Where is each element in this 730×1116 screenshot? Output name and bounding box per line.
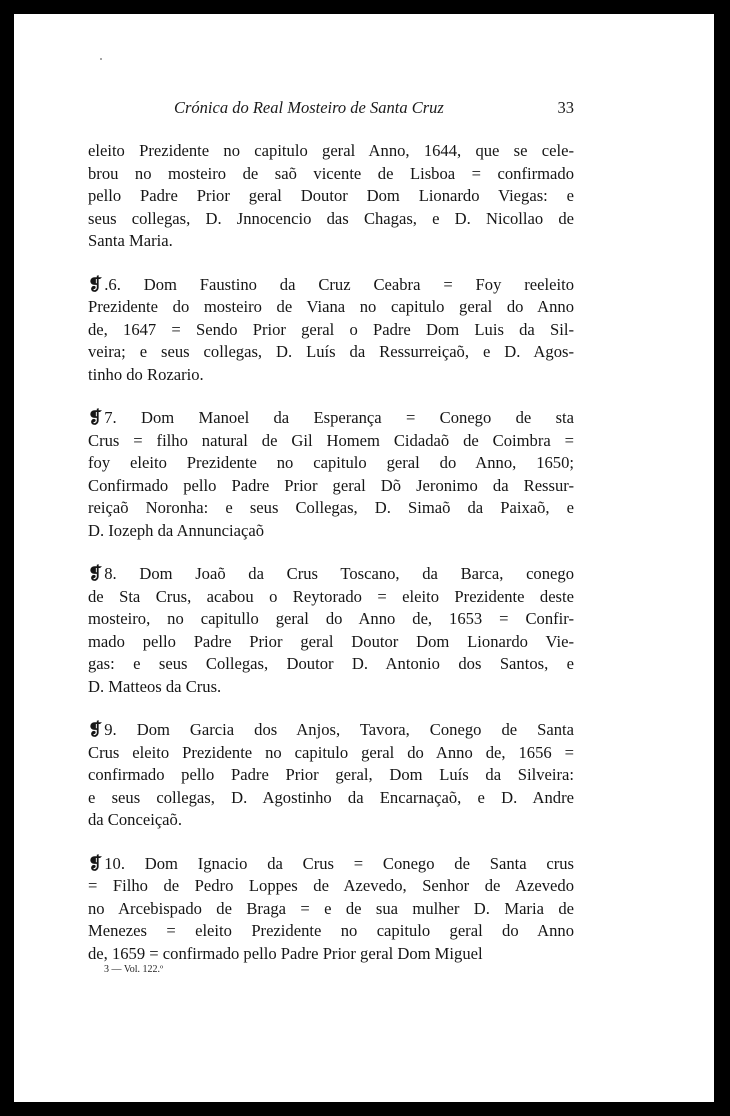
text-line xyxy=(88,920,574,943)
line-text: de, 1647 = Sendo Prior geral o Padre Dom Luis da Sil- xyxy=(88,319,574,339)
line-text: Prezidente do mosteiro de Viana no capitulo geral do Anno xyxy=(88,297,574,316)
line-text: no Arcebispado de Braga = e de sua mulher D. Maria de xyxy=(88,898,574,918)
text-line xyxy=(88,943,574,966)
line-text: e seus collegas, D. Agostinho da Encarnaçaõ, e D. Andre xyxy=(88,787,574,807)
text-line xyxy=(88,140,574,163)
signature-mark: 3 — Vol. 122.º xyxy=(104,964,164,975)
text-line xyxy=(88,274,574,297)
text-line xyxy=(88,586,574,609)
text-line xyxy=(88,452,574,475)
text-line xyxy=(88,185,574,208)
text-line xyxy=(88,653,574,676)
line-text: D. Iozeph da Annunciaçaõ xyxy=(88,520,265,540)
paragraph xyxy=(88,853,574,966)
line-text: mosteiro, no capitullo geral do Anno de, 1653 = Confir- xyxy=(88,609,574,628)
paragraph xyxy=(88,274,574,387)
text-line xyxy=(88,430,574,453)
paragraph-marker: ❡ xyxy=(88,408,103,428)
line-text: de, 1659 = confirmado pello Padre Prior geral Dom Miguel xyxy=(88,943,483,963)
document-page xyxy=(14,14,714,1102)
text-line xyxy=(88,497,574,520)
text-line xyxy=(88,676,574,699)
line-text: D. Matteos da Crus. xyxy=(88,676,222,696)
line-text: reiçaõ Noronha: e seus Collegas, D. Simaõ da Paixaõ, e xyxy=(88,498,574,517)
paragraph xyxy=(88,407,574,542)
line-text: brou no mosteiro de saõ vicente de Lisboa = confirmado xyxy=(88,163,574,183)
text-line xyxy=(88,719,574,742)
text-line xyxy=(88,364,574,387)
running-title: Crónica do Real Mosteiro de Santa Cruz xyxy=(174,98,444,117)
text-line xyxy=(88,563,574,586)
text-line xyxy=(88,809,574,832)
line-text: da Conceiçaõ. xyxy=(88,810,182,829)
body-text xyxy=(88,140,574,986)
text-line xyxy=(88,475,574,498)
line-text: 10. Dom Ignacio da Crus = Conego de Santa crus xyxy=(104,853,574,873)
line-text: = Filho de Pedro Loppes de Azevedo, Senhor de Azevedo xyxy=(88,876,574,895)
line-text: gas: e seus Collegas, Doutor D. Antonio dos Santos, e xyxy=(88,654,574,673)
line-text: 9. Dom Garcia dos Anjos, Tavora, Conego de Santa xyxy=(104,720,574,739)
line-text: mado pello Padre Prior geral Doutor Dom Lionardo Vie- xyxy=(88,631,574,651)
page-number: 33 xyxy=(557,98,574,117)
paragraph xyxy=(88,719,574,832)
text-line xyxy=(88,163,574,186)
text-line xyxy=(88,520,574,543)
line-text: confirmado pello Padre Prior geral, Dom Luís da Silveira: xyxy=(88,765,574,784)
line-text: Santa Maria. xyxy=(88,231,173,250)
line-text: seus collegas, D. Jnnocencio das Chagas, e D. Nicollao de xyxy=(88,208,574,228)
line-text: .6. Dom Faustino da Cruz Ceabra = Foy reeleito xyxy=(104,274,574,294)
text-line xyxy=(88,631,574,654)
text-line xyxy=(88,407,574,430)
text-line xyxy=(88,319,574,342)
paragraph-marker: ❡ xyxy=(88,720,103,740)
paragraph xyxy=(88,563,574,698)
line-text: Menezes = eleito Prezidente no capitulo geral do Anno xyxy=(88,921,574,940)
text-line xyxy=(88,764,574,787)
line-text: foy eleito Prezidente no capitulo geral do Anno, 1650; xyxy=(88,453,574,472)
text-line xyxy=(88,742,574,765)
line-text: Confirmado pello Padre Prior geral Dõ Jeronimo da Ressur- xyxy=(88,475,574,495)
text-line xyxy=(88,341,574,364)
line-text: de Sta Crus, acabou o Reytorado = eleito Prezidente deste xyxy=(88,586,574,606)
line-text: Crus eleito Prezidente no capitulo geral do Anno de, 1656 = xyxy=(88,742,574,762)
paragraph-marker: ❡ xyxy=(88,274,103,295)
text-line xyxy=(88,230,574,253)
text-line xyxy=(88,208,574,231)
text-line xyxy=(88,875,574,898)
paragraph-marker: ❡ xyxy=(88,564,103,584)
line-text: veira; e seus collegas, D. Luís da Ressurreiçaõ, e D. Agos- xyxy=(88,342,574,361)
paragraph-marker: ❡ xyxy=(88,853,103,874)
text-line xyxy=(88,898,574,921)
line-text: tinho do Rozario. xyxy=(88,364,204,384)
text-line xyxy=(88,787,574,810)
paragraph xyxy=(88,140,574,253)
line-text: pello Padre Prior geral Doutor Dom Lionardo Viegas: e xyxy=(88,186,574,205)
text-line xyxy=(88,853,574,876)
line-text: eleito Prezidente no capitulo geral Anno, 1644, que se cele- xyxy=(88,141,574,160)
paper-speck xyxy=(100,58,102,60)
text-line xyxy=(88,296,574,319)
line-text: 7. Dom Manoel da Esperança = Conego de sta xyxy=(104,408,574,427)
text-line xyxy=(88,608,574,631)
line-text: Crus = filho natural de Gil Homem Cidadaõ de Coimbra = xyxy=(88,430,574,450)
line-text: 8. Dom Joaõ da Crus Toscano, da Barca, conego xyxy=(104,564,574,583)
